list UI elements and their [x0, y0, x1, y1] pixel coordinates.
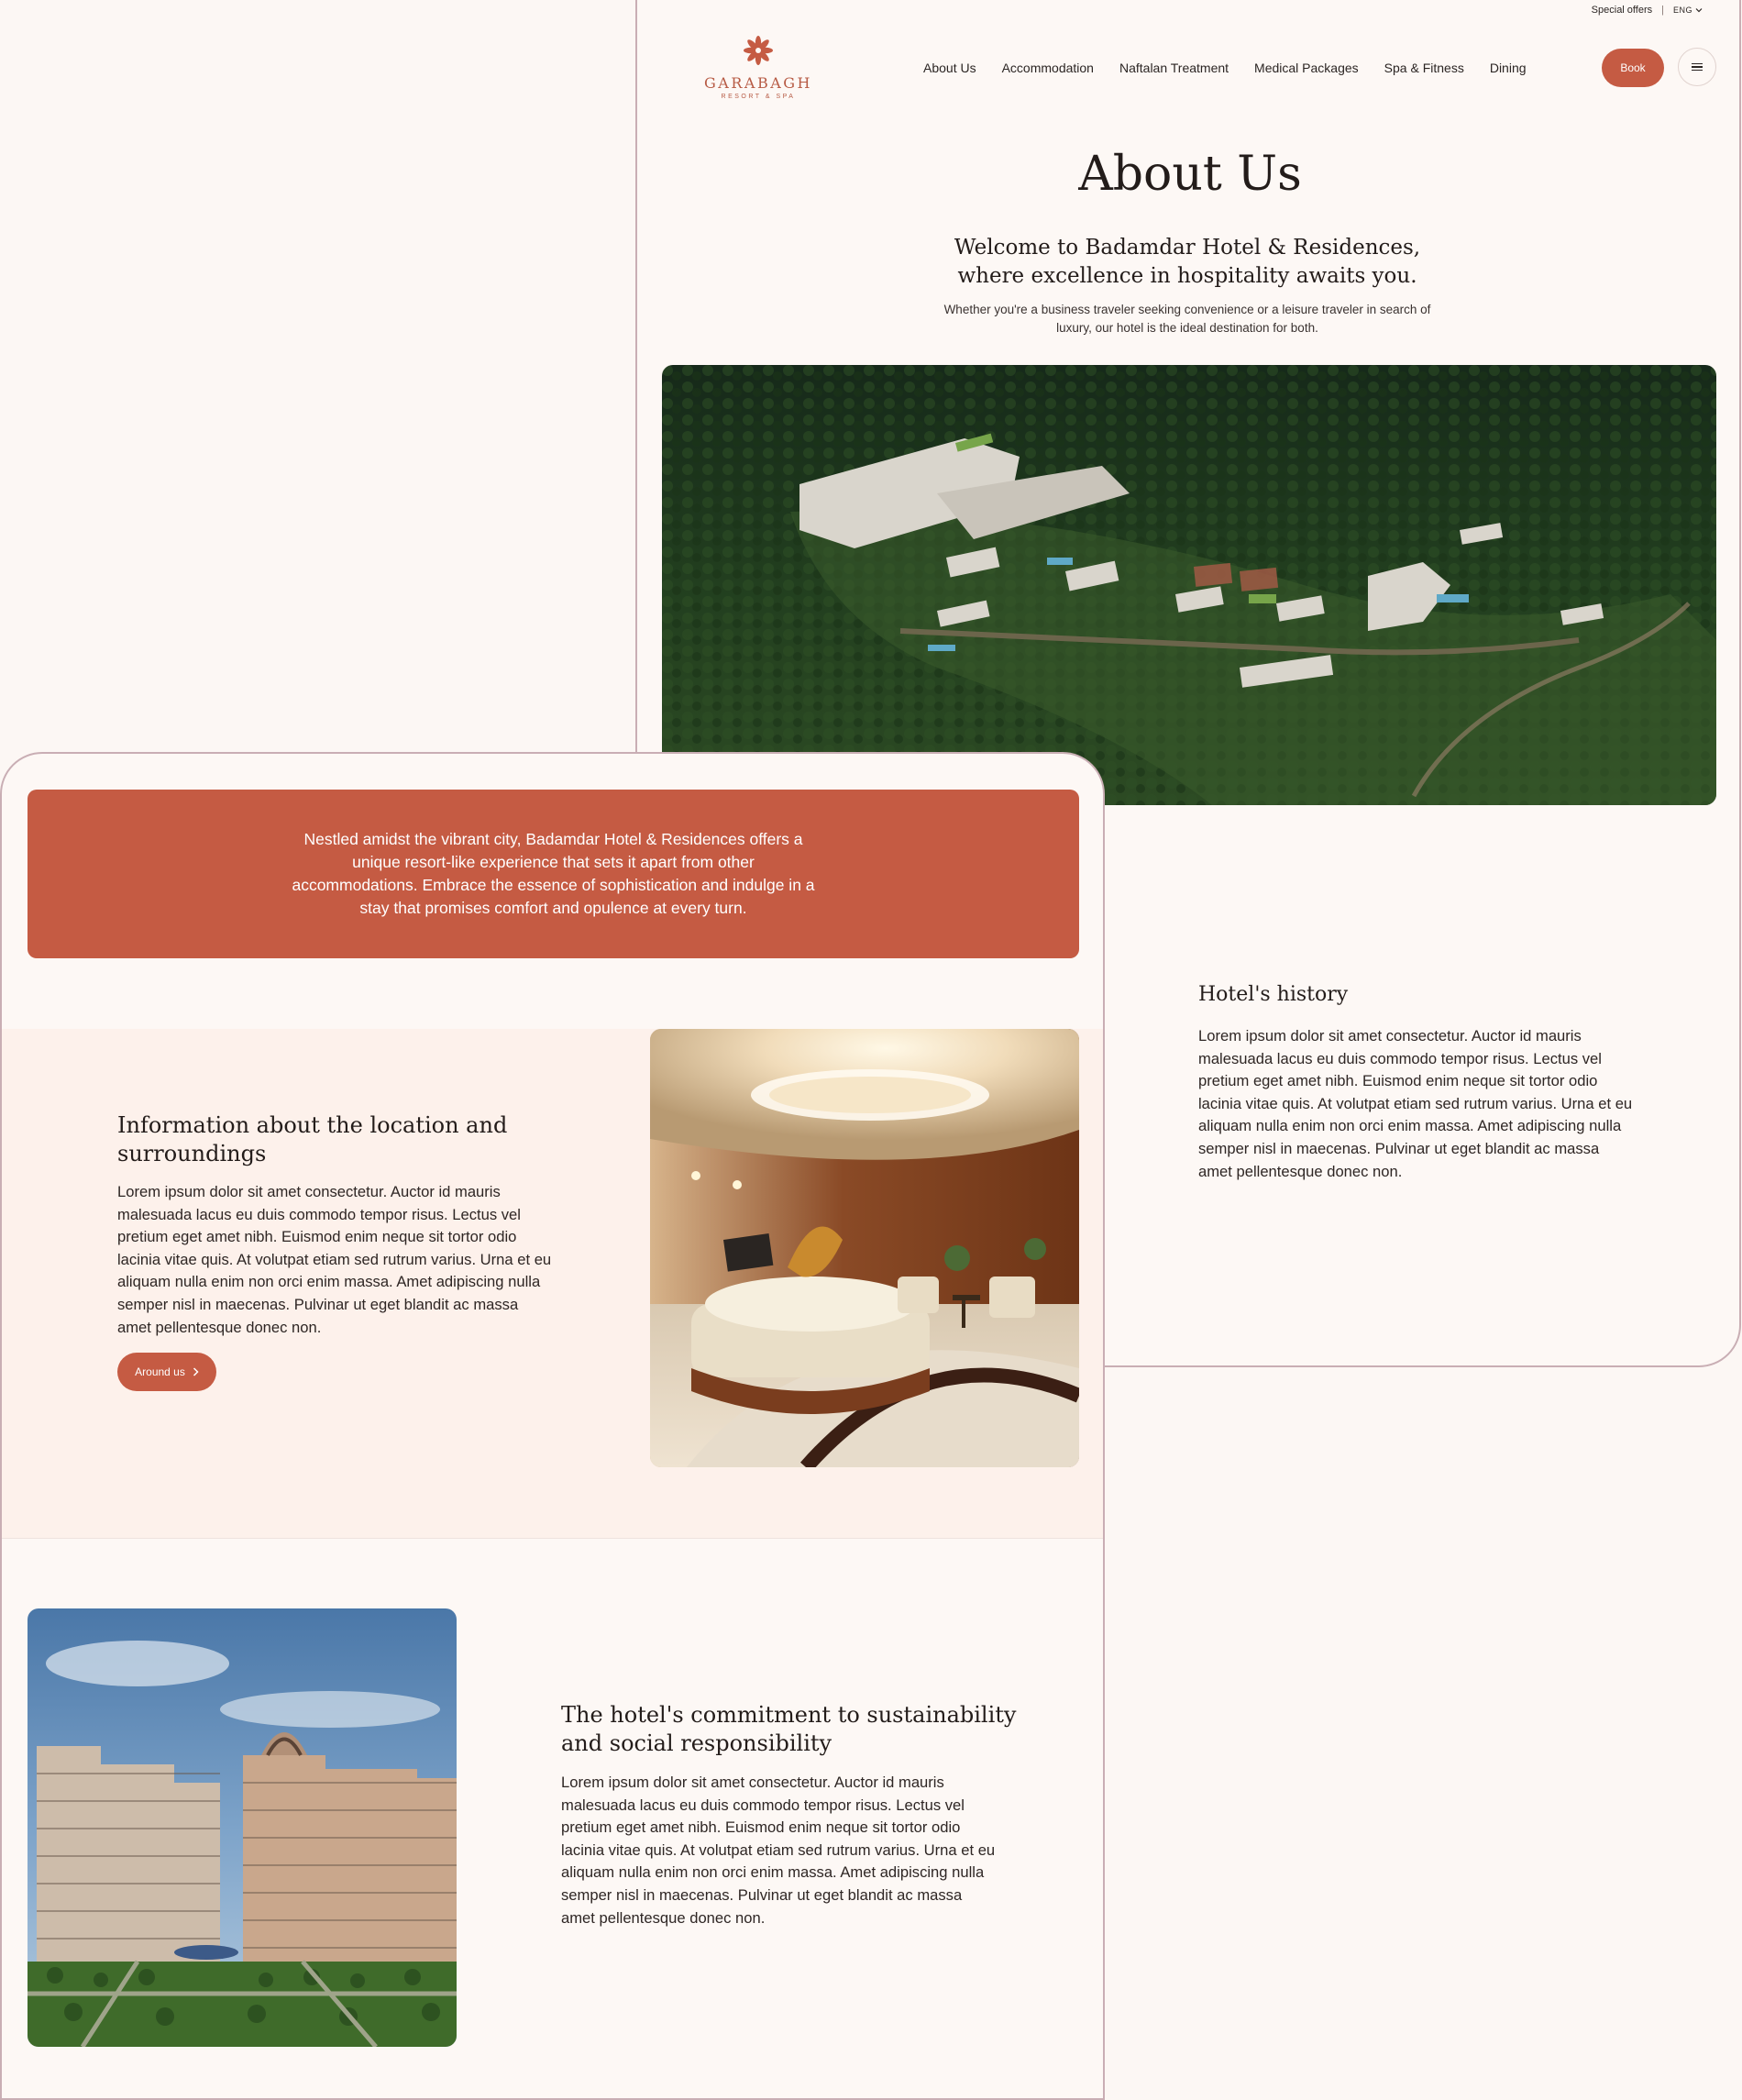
chevron-down-icon — [1695, 7, 1703, 13]
nav-item-accommodation[interactable]: Accommodation — [1001, 61, 1094, 75]
history-text: Lorem ipsum dolor sit amet consectetur. Auctor id mauris malesuada lacus eu duis commodo tempor risus. Lectus vel pretium eget amet nibh. Euismod enim neque sit tortor odio lacinia vitae quis. At volutpat etiam sed rutrum varius. Urna et eu aliquam nulla enim non orci enim massa. Amet adipiscing nulla semper nisl in maecenas. Pulvinar ut eget blandit ac massa amet pellentesque donec non. — [1198, 1027, 1633, 1180]
menu-button[interactable] — [1678, 48, 1716, 86]
around-us-label: Around us — [135, 1365, 185, 1378]
around-us-button[interactable] — [117, 1353, 216, 1391]
hamburger-icon — [1692, 61, 1703, 73]
nav-item-about-us[interactable]: About Us — [923, 61, 976, 75]
about-page-tablet-window — [0, 752, 1105, 2100]
special-offers-link[interactable]: Special offers — [1591, 5, 1653, 16]
sustainability-text: Lorem ipsum dolor sit amet consectetur. Auctor id mauris malesuada lacus eu duis commodo tempor risus. Lectus vel pretium eget amet nibh. Euismod enim neque sit tortor odio lacinia vitae quis. At volutpat etiam sed rutrum varius. Urna et eu aliquam nulla enim non orci enim massa. Amet adipiscing nulla semper nisl in maecenas. Pulvinar ut eget blandit ac massa amet pellentesque donec non. — [561, 1774, 996, 1927]
brand-name: GARABAGH — [704, 74, 812, 92]
location-title: Information about the location and surroundings — [117, 1112, 508, 1166]
hero-description: Whether you're a business traveler seeking convenience or a leisure traveler in search of luxury, our hotel is the ideal destination for both. — [943, 303, 1431, 335]
brand-tagline: RESORT & SPA — [721, 94, 796, 100]
top-utility-bar — [1592, 5, 1703, 16]
hotel-lobby-image — [650, 1029, 1079, 1467]
topbar-separator: | — [1661, 5, 1664, 16]
language-label: ENG — [1672, 6, 1692, 15]
main-navigation — [923, 61, 1552, 75]
sustainability-title: The hotel's commitment to sustainability and social responsibility — [561, 1702, 1017, 1756]
page-title: About Us — [1078, 147, 1302, 202]
location-text: Lorem ipsum dolor sit amet consectetur. Auctor id mauris malesuada lacus eu duis commodo tempor risus. Lectus vel pretium eget amet nibh. Euismod enim neque sit tortor odio lacinia vitae quis. At volutpat etiam sed rutrum varius. Urna et eu aliquam nulla enim non orci enim massa. Amet adipiscing nulla semper nisl in maecenas. Pulvinar ut eget blandit ac massa amet pellentesque donec non. — [117, 1183, 552, 1336]
brand-logo[interactable] — [694, 35, 822, 100]
intro-banner — [28, 790, 1079, 958]
intro-text: Nestled amidst the vibrant city, Badamdar Hotel & Residences offers a unique resort-like experience that sets it apart from other accommodations. Embrace the essence of sophistication and indulge in a stay that promises comfort and opulence at every turn. — [292, 830, 815, 917]
nav-item-spa-fitness[interactable]: Spa & Fitness — [1384, 61, 1464, 75]
nav-item-dining[interactable]: Dining — [1489, 61, 1527, 75]
hero-subtitle: Welcome to Badamdar Hotel & Residences, where excellence in hospitality awaits you. — [954, 236, 1421, 288]
hotel-building-image — [28, 1608, 457, 2047]
nav-item-medical-packages[interactable]: Medical Packages — [1254, 61, 1359, 75]
history-title: Hotel's history — [1198, 983, 1349, 1006]
nav-item-naftalan-treatment[interactable]: Naftalan Treatment — [1119, 61, 1229, 75]
language-selector[interactable] — [1673, 6, 1703, 15]
resort-aerial-image — [662, 365, 1716, 805]
book-button[interactable]: Book — [1602, 49, 1664, 87]
flower-logo-icon — [743, 35, 774, 66]
chevron-right-icon — [193, 1367, 199, 1376]
